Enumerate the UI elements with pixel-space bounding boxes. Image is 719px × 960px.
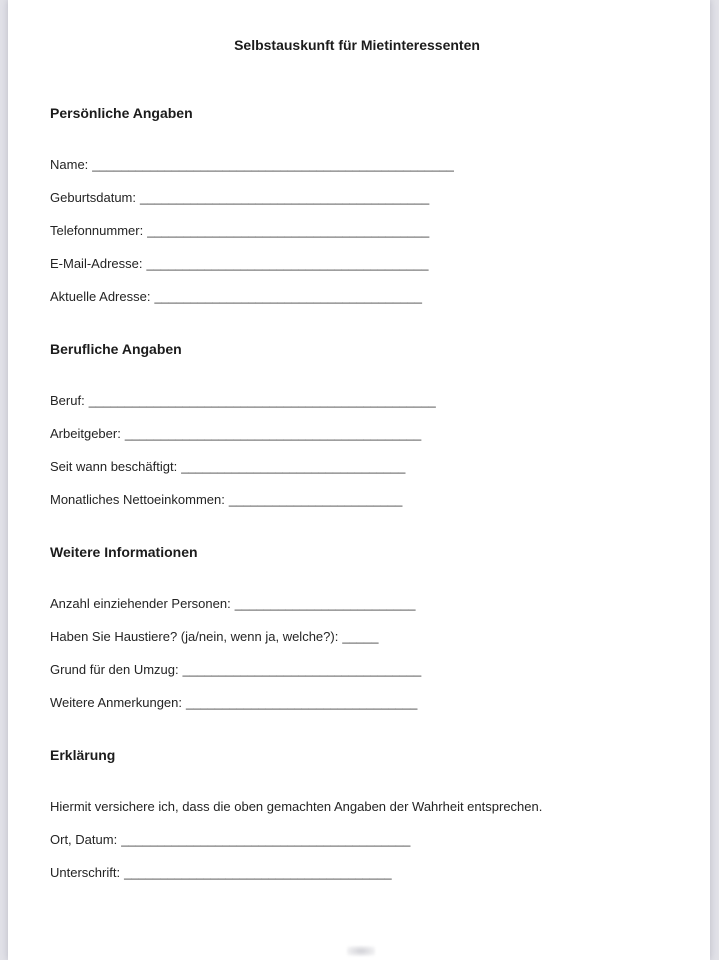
form-field-net-income: [50, 492, 664, 508]
form-field-reason-for-moving: [50, 662, 664, 678]
section-heading-employment: Berufliche Angaben: [50, 341, 182, 357]
section-heading-additional-info: Weitere Informationen: [50, 544, 198, 560]
field-label: Unterschrift:: [50, 865, 121, 880]
section-heading-personal: Persönliche Angaben: [50, 105, 193, 121]
field-blank-line: _________________________________: [182, 662, 422, 677]
field-blank-line: _________________________: [234, 596, 416, 611]
field-label: Grund für den Umzug:: [50, 662, 179, 677]
form-field-email: [50, 256, 664, 272]
field-blank-line: _______________________________________: [147, 223, 430, 238]
section-employment: [50, 341, 664, 508]
section-additional-info: [50, 544, 664, 711]
field-blank-line: _____: [342, 629, 379, 644]
field-blank-line: ________________________________________________: [88, 393, 436, 408]
section-personal: [50, 105, 664, 305]
section-declaration: [50, 747, 664, 881]
form-field-number-of-persons: [50, 596, 664, 612]
form-field-name: [50, 157, 664, 173]
field-label: Name:: [50, 157, 89, 172]
form-field-signature: [50, 865, 664, 881]
field-blank-line: _______________________________: [181, 459, 406, 474]
faint-page-artifact: [347, 946, 375, 956]
field-blank-line: _____________________________________: [154, 289, 422, 304]
field-blank-line: _________________________________________: [124, 426, 422, 441]
field-blank-line: _____________________________________: [124, 865, 392, 880]
field-blank-line: ________________________________________: [121, 832, 411, 847]
field-label: Beruf:: [50, 393, 85, 408]
field-label: Ort, Datum:: [50, 832, 118, 847]
form-field-current-address: [50, 289, 664, 305]
form-field-birthdate: [50, 190, 664, 206]
form-field-profession: [50, 393, 664, 409]
field-label: Aktuelle Adresse:: [50, 289, 151, 304]
field-label: Anzahl einziehender Personen:: [50, 596, 231, 611]
section-heading-declaration: Erklärung: [50, 747, 116, 763]
form-field-employer: [50, 426, 664, 442]
form-field-phone: [50, 223, 664, 239]
field-blank-line: _______________________________________: [146, 256, 429, 271]
page-title: Selbstauskunft für Mietinteressenten: [234, 37, 480, 53]
form-field-place-date: [50, 832, 664, 848]
field-blank-line: ________________________________: [186, 695, 418, 710]
field-label: Haben Sie Haustiere? (ja/nein, wenn ja, welche?):: [50, 629, 339, 644]
form-field-employed-since: [50, 459, 664, 475]
document-page: [8, 0, 710, 960]
field-blank-line: __________________________________________________: [92, 157, 454, 172]
field-label: Seit wann beschäftigt:: [50, 459, 178, 474]
form-field-further-remarks: [50, 695, 664, 711]
field-label: E-Mail-Adresse:: [50, 256, 143, 271]
field-blank-line: ________________________: [228, 492, 403, 507]
field-label: Geburtsdatum:: [50, 190, 136, 205]
field-label: Monatliches Nettoeinkommen:: [50, 492, 225, 507]
document-content: [8, 0, 710, 881]
field-label: Arbeitgeber:: [50, 426, 121, 441]
form-field-pets: [50, 629, 664, 645]
field-label: Telefonnummer:: [50, 223, 144, 238]
field-blank-line: ________________________________________: [140, 190, 430, 205]
field-label: Weitere Anmerkungen:: [50, 695, 182, 710]
declaration-statement: Hiermit versichere ich, dass die oben gemachten Angaben der Wahrheit entsprechen.: [50, 799, 543, 814]
